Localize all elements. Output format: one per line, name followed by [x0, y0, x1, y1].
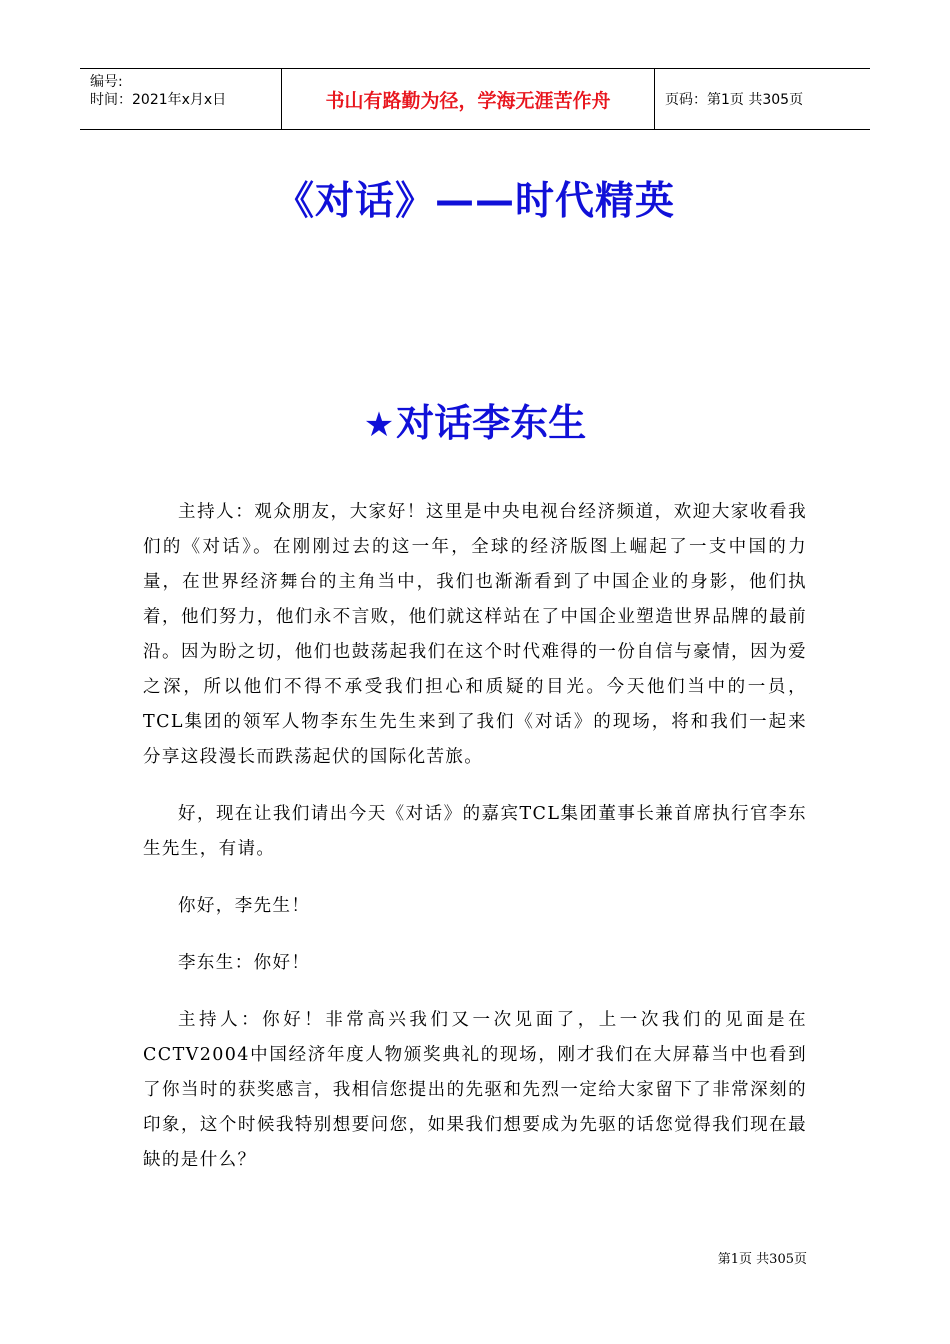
paragraph: 主持人：观众朋友，大家好！这里是中央电视台经济频道，欢迎大家收看我们的《对话》。在刚刚过去的这一年，全球的经济版图上崛起了一支中国的力量，在世界经济舞台的主角当中，我们也渐渐看到了中国企业的身影，他们执着，他们努力，他们永不言败，他们就这样站在了中国企业塑造世界品牌的最前沿。因为盼之切，他们也鼓荡起我们在这个时代难得的一份自信与豪情，因为爱之深，所以他们不得不承受我们担心和质疑的目光。今天他们当中的一员，TCL集团的领军人物李东生先生来到了我们《对话》的现场，将和我们一起来分享这段漫长而跌荡起伏的国际化苦旅。 — [143, 502, 807, 767]
header-page-info: 页码：第1页 共305页 — [665, 92, 804, 108]
star-icon: ★ — [363, 405, 395, 445]
page-footer: 第1页 共305页 — [717, 1252, 807, 1267]
number-label: 编号: — [90, 74, 123, 90]
section-heading-text: 对话李东生 — [396, 401, 587, 445]
paragraph: 你好，李先生！ — [178, 896, 311, 916]
time-label: 时间：2021年x月x日 — [90, 92, 227, 108]
document-title: 《对话》——时代精英 — [274, 179, 675, 224]
page-header — [80, 68, 870, 130]
header-motto: 书山有路勤为径，学海无涯苦作舟 — [281, 69, 655, 129]
paragraph: 李东生：你好！ — [178, 953, 311, 973]
header-meta — [80, 69, 281, 129]
body-text — [143, 495, 807, 1200]
section-heading — [0, 392, 950, 447]
paragraph: 好，现在让我们请出今天《对话》的嘉宾TCL集团董事长兼首席执行官李东生先生，有请。 — [143, 804, 807, 859]
paragraph: 主持人：你好！非常高兴我们又一次见面了，上一次我们的见面是在CCTV2004中国经济年度人物颁奖典礼的现场，刚才我们在大屏幕当中也看到了你当时的获奖感言，我相信您提出的先驱和先烈一定给大家留下了非常深刻的印象，这个时候我特别想要问您，如果我们想要成为先驱的话您觉得我们现在最缺的是什么？ — [143, 1010, 807, 1170]
